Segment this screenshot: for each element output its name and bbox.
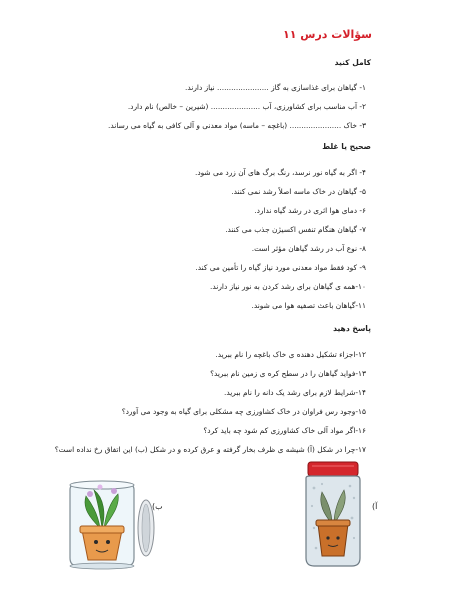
question-14: ۱۴-شرایط لازم برای رشد یک دانه را نام ببرید. xyxy=(224,388,366,397)
question-17: ۱۷-چرا در شکل (آ) شیشه ی ظرف بخار گرفته و عرق کرده و در شکل (ب) این اتفاق رخ نداده است؟ xyxy=(54,445,366,454)
question-10: ۱۰-همه ی گیاهان برای رشد کردن به نور نیاز دارند. xyxy=(210,282,366,291)
question-12: ۱۲-اجزاء تشکیل دهنده ی خاک باغچه را نام ببرید. xyxy=(215,350,366,359)
question-7: ۷- گیاهان هنگام تنفس اکسیژن جذب می کنند. xyxy=(225,225,366,234)
figure-a-closed-jar xyxy=(300,458,366,570)
question-9: ۹- کود فقط مواد معدنی مورد نیاز گیاه را تأمین می کند. xyxy=(195,263,366,272)
figure-b-open-jar xyxy=(60,458,160,570)
question-11: ۱۱-گیاهان باعث تصفیه هوا می شوند. xyxy=(251,301,366,310)
question-4: ۴- اگر به گیاه نور نرسد، رنگ برگ های آن زرد می شود. xyxy=(194,168,366,177)
question-6: ۶- دمای هوا اثری در رشد گیاه ندارد. xyxy=(254,206,366,215)
page-title: سؤالات درس ۱۱ xyxy=(283,28,372,41)
question-5: ۵- گیاهان در خاک ماسه اصلاً رشد نمی کنند. xyxy=(231,187,366,196)
section-heading-answer: پاسخ دهید xyxy=(333,324,371,333)
question-13: ۱۳-فواید گیاهان را در سطح کره ی زمین نام ببرید؟ xyxy=(210,369,366,378)
question-8: ۸- نوع آب در رشد گیاهان مؤثر است. xyxy=(251,244,366,253)
figure-b-label: ب) xyxy=(152,502,163,511)
section-heading-complete: کامل کنید xyxy=(334,58,371,67)
section-heading-true-false: صحیح یا غلط xyxy=(322,142,371,151)
figure-a-label: آ) xyxy=(372,502,378,511)
question-16: ۱۶-اگر مواد آلی خاک کشاورزی کم شود چه باید کرد؟ xyxy=(203,426,366,435)
question-2: ۲- آب مناسب برای کشاورزی، آب ..................... (شیرین – خالص) نام دارد. xyxy=(127,102,366,111)
question-1: ۱- گیاهان برای غذاسازی به گاز ...................... نیاز دارند. xyxy=(185,83,366,92)
question-3: ۳- خاک ...................... (باغچه – ماسه) مواد معدنی و آلی کافی به گیاه می رساند. xyxy=(108,121,366,130)
question-15: ۱۵-وجود رس فراوان در خاک کشاورزی چه مشکلی برای گیاه به وجود می آورد؟ xyxy=(121,407,366,416)
